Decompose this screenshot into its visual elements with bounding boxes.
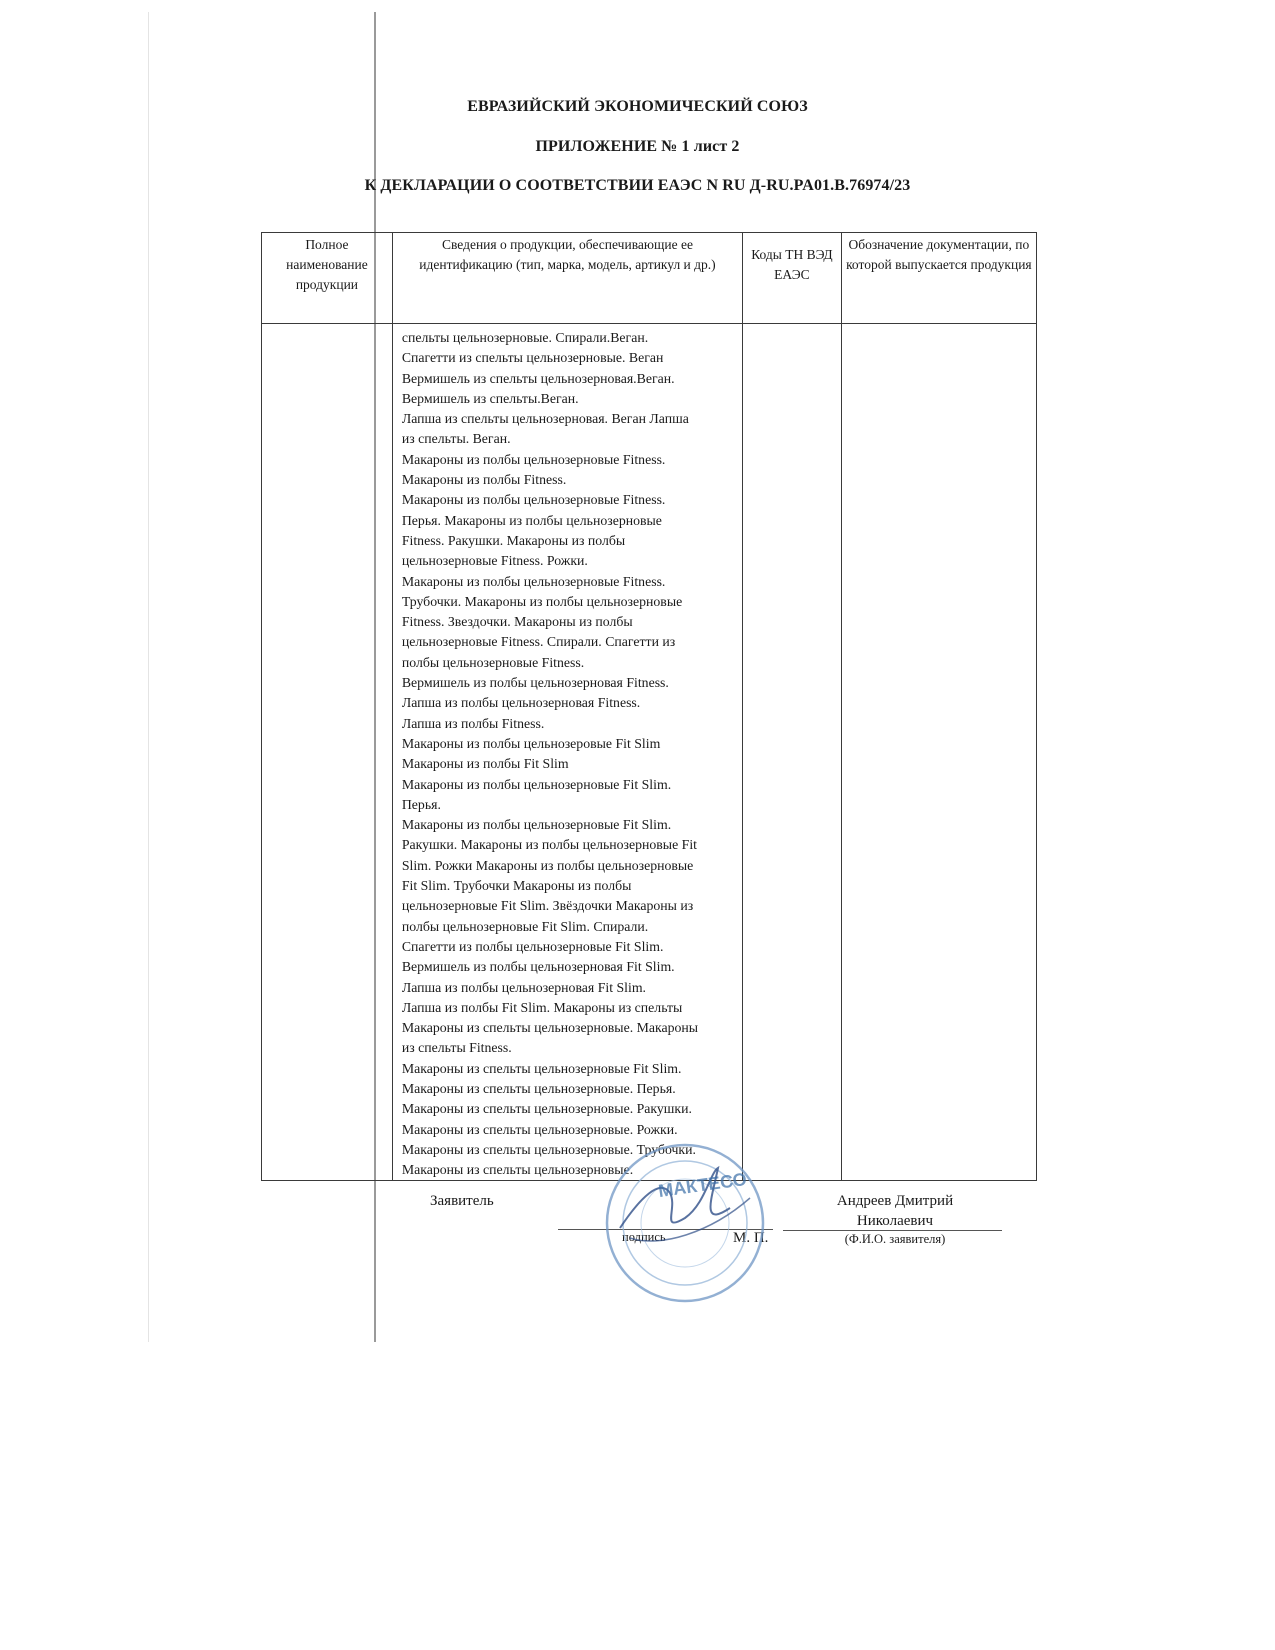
info-line: Макароны из полбы цельнозерновые Fitness. xyxy=(401,573,666,589)
info-line: из спельты. Веган. xyxy=(401,431,511,447)
table-row xyxy=(262,324,1037,1181)
applicant-name-line2: Николаевич xyxy=(856,1213,934,1229)
tn-ved-codes-cell xyxy=(743,324,842,1181)
info-line: цельнозерновые Fitness. Рожки. xyxy=(401,553,588,569)
info-line: Лапша из спельты цельнозерновая. Веган Лапша xyxy=(401,411,689,427)
documentation-cell xyxy=(841,324,1036,1181)
info-line: из спельты Fitness. xyxy=(401,1040,512,1056)
info-line: Fitness. Ракушки. Макароны из полбы xyxy=(401,532,626,548)
signature-caption: подпись xyxy=(622,1230,666,1244)
info-line: Вермишель из полбы цельнозерновая Fitness. xyxy=(401,675,669,691)
info-line: спельты цельнозерновые. Спирали.Веган. xyxy=(401,330,649,345)
info-line: Макароны из спельты цельнозерновые. Трубочки. xyxy=(401,1141,696,1157)
info-line: Спагетти из спельты цельнозерновые. Веган xyxy=(401,350,664,366)
info-line: полбы цельнозерновые Fitness. xyxy=(401,654,585,670)
info-line: Лапша из полбы Fit Slim. Макароны из спельты xyxy=(401,999,683,1015)
union-title: ЕВРАЗИЙСКИЙ ЭКОНОМИЧЕСКИЙ СОЮЗ xyxy=(467,98,808,115)
info-line: Макароны из полбы цельнозерновые Fitness. xyxy=(401,451,666,467)
header-product-info: Сведения о продукции, обеспечивающие ее идентификацию (тип, марка, модель, артикул и др.) xyxy=(392,233,742,324)
stamp-text: МАКТЕСО xyxy=(656,1168,748,1202)
table-header-row xyxy=(262,233,1037,324)
info-line: Макароны из полбы цельнозерновые Fit Slim. xyxy=(401,776,672,792)
info-line: Fitness. Звездочки. Макароны из полбы xyxy=(401,614,633,630)
info-line: Вермишель из полбы цельнозерновая Fit Slim. xyxy=(401,959,675,975)
header-product-name: Полное наименование продукции xyxy=(262,233,393,324)
name-caption: (Ф.И.О. заявителя) xyxy=(844,1232,946,1246)
info-line: Макароны из полбы Fitness. xyxy=(401,472,567,488)
header-tn-ved-codes: Коды ТН ВЭД ЕАЭС xyxy=(743,233,842,324)
product-name-cell xyxy=(262,324,393,1181)
info-line: Перья. Макароны из полбы цельнозерновые xyxy=(401,512,662,528)
info-line: Макароны из спельты цельнозерновые. xyxy=(401,1162,634,1178)
product-info-cell xyxy=(392,324,742,1181)
info-line: Макароны из спельты цельнозерновые. Макароны xyxy=(401,1020,699,1036)
info-line: цельнозерновые Fit Slim. Звёздочки Макароны из xyxy=(401,898,694,914)
info-line: Макароны из полбы цельнозеровые Fit Slim xyxy=(401,735,661,751)
info-line: Перья. xyxy=(401,796,441,812)
info-line: Вермишель из спельты.Веган. xyxy=(401,390,579,406)
info-line: Макароны из спельты цельнозерновые. Рожки. xyxy=(401,1121,678,1137)
info-line: Макароны из полбы цельнозерновые Fitness. xyxy=(401,492,666,508)
info-line: Лапша из полбы цельнозерновая Fit Slim. xyxy=(401,979,647,995)
applicant-name-line1: Андреев Дмитрий xyxy=(836,1193,954,1209)
info-line: Вермишель из спельты цельнозерновая.Веган. xyxy=(401,370,675,386)
info-line: Трубочки. Макароны из полбы цельнозерновые xyxy=(401,593,683,609)
info-line: Лапша из полбы цельнозерновая Fitness. xyxy=(401,695,641,711)
stamp-place-label: М. П. xyxy=(733,1230,769,1246)
info-line: Макароны из спельты цельнозерновые. Перья. xyxy=(401,1080,676,1096)
applicant-label: Заявитель xyxy=(430,1193,494,1209)
info-line: Макароны из спельты цельнозерновые Fit Slim. xyxy=(401,1060,682,1076)
name-line xyxy=(783,1230,1002,1231)
info-line: Макароны из полбы цельнозерновые Fit Slim. xyxy=(401,817,672,833)
header-documentation: Обозначение документации, по которой выпускается продукция xyxy=(841,233,1036,324)
scan-margin-line xyxy=(148,12,149,1342)
info-line: цельнозерновые Fitness. Спирали. Спагетти из xyxy=(401,634,676,650)
company-seal-icon xyxy=(600,1138,770,1308)
info-line: Ракушки. Макароны из полбы цельнозерновые Fit xyxy=(401,837,697,853)
info-line: Fit Slim. Трубочки Макароны из полбы xyxy=(401,878,632,894)
declaration-title: К ДЕКЛАРАЦИИ О СООТВЕТСТВИИ ЕАЭС N RU Д-RU.PA01.B.76974/23 xyxy=(364,177,911,194)
info-line: Slim. Рожки Макароны из полбы цельнозерновые xyxy=(401,857,694,873)
appendix-title: ПРИЛОЖЕНИЕ № 1 лист 2 xyxy=(535,138,740,155)
product-table xyxy=(261,232,1037,1181)
info-line: Спагетти из полбы цельнозерновые Fit Slim. xyxy=(401,938,664,954)
info-line: полбы цельнозерновые Fit Slim. Спирали. xyxy=(401,918,649,934)
info-line: Макароны из спельты цельнозерновые. Ракушки. xyxy=(401,1101,692,1117)
info-line: Макароны из полбы Fit Slim xyxy=(401,756,569,772)
applicant-name xyxy=(790,1191,1000,1231)
info-line: Лапша из полбы Fitness. xyxy=(401,715,545,731)
